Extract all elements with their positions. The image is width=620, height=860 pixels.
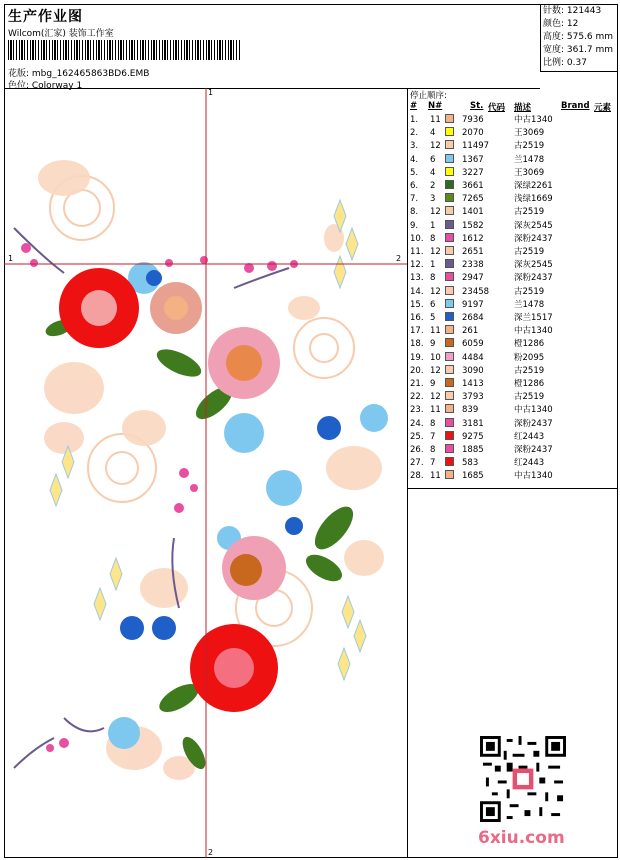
- row-description: 王3069: [514, 128, 545, 139]
- col-header-num: #: [410, 101, 418, 111]
- row-num: 6.: [410, 181, 419, 191]
- thread-color-swatch: [445, 299, 454, 308]
- row-stitches: 7265: [462, 194, 484, 205]
- row-stitches: 9197: [462, 299, 484, 310]
- stop-sequence-row: [408, 391, 618, 404]
- row-description: 古2519: [514, 141, 545, 152]
- thread-color-swatch: [445, 444, 454, 453]
- embroidery-design: [4, 88, 408, 858]
- thread-color-swatch: [445, 154, 454, 163]
- row-num: 9.: [410, 220, 419, 231]
- stop-sequence-row: [408, 444, 618, 457]
- thread-color-swatch: [445, 286, 454, 295]
- row-stitches: 3090: [462, 365, 484, 376]
- row-description: 兰1478: [514, 299, 545, 310]
- row-needle: 12: [430, 365, 441, 376]
- design-width: 宽度: 361.7 mm: [543, 45, 614, 55]
- row-stitches: 839: [462, 405, 479, 416]
- col-header-desc: 描述: [514, 103, 532, 113]
- row-description: 中古1340: [514, 405, 553, 416]
- thread-color-swatch: [445, 246, 454, 255]
- thread-color-swatch: [445, 404, 454, 413]
- stop-sequence-row: [408, 378, 618, 391]
- qr-code: [480, 736, 566, 822]
- row-stitches: 2070: [462, 128, 484, 139]
- row-stitches: 1413: [462, 379, 484, 389]
- col-header-brand: Brand: [561, 101, 590, 111]
- thread-color-swatch: [445, 233, 454, 242]
- axis-bottom-label: 2: [208, 848, 214, 857]
- row-stitches: 2338: [462, 260, 484, 271]
- row-needle: 6: [430, 299, 436, 310]
- row-description: 红2443: [514, 458, 545, 469]
- axis-right-label: 2: [396, 254, 402, 263]
- col-header-n: N#: [428, 101, 443, 111]
- row-num: 5.: [410, 167, 419, 178]
- stop-sequence-row: [408, 233, 618, 246]
- row-description: 橙1286: [514, 339, 545, 350]
- row-needle: 4: [430, 128, 436, 139]
- row-needle: 12: [430, 286, 441, 297]
- col-header-element: 元素: [594, 103, 612, 113]
- row-stitches: 1685: [462, 471, 484, 482]
- thread-color-swatch: [445, 378, 454, 387]
- row-needle: 8: [430, 445, 436, 455]
- row-stitches: 23458: [462, 286, 490, 297]
- row-stitches: 3227: [462, 167, 484, 178]
- stop-sequence-row: [408, 299, 618, 312]
- row-description: 中古1340: [514, 326, 553, 337]
- row-stitches: 583: [462, 458, 479, 469]
- row-stitches: 1885: [462, 445, 484, 455]
- row-needle: 9: [430, 339, 436, 350]
- row-stitches: 11497: [462, 141, 490, 152]
- thread-color-swatch: [445, 365, 454, 374]
- row-num: 26.: [410, 445, 424, 455]
- row-description: 古2519: [514, 365, 545, 376]
- row-stitches: 7936: [462, 115, 484, 125]
- row-needle: 6: [430, 154, 436, 165]
- row-description: 古2519: [514, 207, 545, 218]
- stop-sequence-row: [408, 352, 618, 365]
- color-count: 颜色: 12: [543, 19, 579, 29]
- subtitle: Wilcom(汇家) 装饰工作室: [8, 29, 114, 39]
- row-num: 3.: [410, 141, 419, 152]
- thread-color-swatch: [445, 431, 454, 440]
- thread-color-swatch: [445, 470, 454, 479]
- row-num: 8.: [410, 207, 419, 218]
- row-stitches: 261: [462, 326, 479, 337]
- row-stitches: 3181: [462, 418, 484, 429]
- row-needle: 8: [430, 233, 436, 244]
- row-needle: 5: [430, 313, 436, 323]
- thread-color-swatch: [445, 352, 454, 361]
- file-name: 花版: mbg_162465863BD6.EMB: [8, 69, 150, 79]
- thread-color-swatch: [445, 220, 454, 229]
- axis-top-label: 1: [208, 88, 214, 97]
- thread-color-swatch: [445, 180, 454, 189]
- col-header-st: St.: [470, 101, 484, 111]
- row-num: 10.: [410, 233, 424, 244]
- stop-sequence-row: [408, 220, 618, 233]
- row-needle: 12: [430, 247, 441, 257]
- row-stitches: 1367: [462, 154, 484, 165]
- stop-sequence-row: [408, 338, 618, 351]
- row-needle: 2: [430, 181, 436, 191]
- thread-color-swatch: [445, 114, 454, 123]
- row-num: 11.: [410, 247, 424, 257]
- stop-sequence-row: [408, 272, 618, 285]
- row-num: 16.: [410, 313, 424, 323]
- row-num: 28.: [410, 471, 424, 482]
- stop-sequence-row: [408, 167, 618, 180]
- row-description: 红2443: [514, 431, 545, 442]
- row-needle: 11: [430, 405, 441, 416]
- row-num: 22.: [410, 392, 424, 403]
- row-description: 深粉2437: [514, 418, 553, 429]
- row-stitches: 1612: [462, 233, 484, 244]
- watermark: 6xiu.com: [478, 828, 565, 848]
- stop-sequence-row: [408, 206, 618, 219]
- row-num: 27.: [410, 458, 424, 469]
- stop-sequence-row: [408, 127, 618, 140]
- thread-color-swatch: [445, 193, 454, 202]
- stop-sequence-row: [408, 286, 618, 299]
- row-description: 古2519: [514, 247, 545, 257]
- stop-sequence-row: [408, 457, 618, 470]
- row-stitches: 2947: [462, 273, 484, 284]
- design-preview: [4, 88, 408, 858]
- stats-box: [540, 4, 618, 72]
- col-header-code: 代码: [488, 103, 506, 113]
- row-num: 25.: [410, 431, 424, 442]
- row-description: 深绿2261: [514, 181, 553, 191]
- stop-sequence-row: [408, 193, 618, 206]
- row-description: 古2519: [514, 286, 545, 297]
- row-needle: 1: [430, 260, 436, 271]
- row-needle: 10: [430, 352, 441, 363]
- stitch-count: 针数: 121443: [543, 6, 602, 16]
- row-stitches: 3793: [462, 392, 484, 403]
- thread-color-swatch: [445, 140, 454, 149]
- row-description: 橙1286: [514, 379, 545, 389]
- row-stitches: 6059: [462, 339, 484, 350]
- stop-sequence-row: [408, 312, 618, 325]
- row-description: 深灰2545: [514, 220, 553, 231]
- row-num: 14.: [410, 286, 424, 297]
- row-description: 粉2095: [514, 352, 545, 363]
- thread-color-swatch: [445, 272, 454, 281]
- stop-sequence-label: 停止顺序:: [410, 91, 447, 101]
- row-description: 深粉2437: [514, 445, 553, 455]
- row-stitches: 9275: [462, 431, 484, 442]
- thread-color-swatch: [445, 127, 454, 136]
- stop-sequence-row: [408, 114, 618, 127]
- row-needle: 12: [430, 392, 441, 403]
- stop-sequence-row: [408, 431, 618, 444]
- header: [4, 4, 540, 89]
- row-stitches: 2651: [462, 247, 484, 257]
- thread-color-swatch: [445, 391, 454, 400]
- stop-sequence-row: [408, 154, 618, 167]
- stop-sequence-row: [408, 365, 618, 378]
- stop-sequence-panel: [408, 88, 618, 489]
- row-num: 7.: [410, 194, 419, 205]
- row-needle: 7: [430, 458, 436, 469]
- row-stitches: 1582: [462, 220, 484, 231]
- row-needle: 12: [430, 207, 441, 218]
- row-description: 浅绿1669: [514, 194, 553, 205]
- row-stitches: 1401: [462, 207, 484, 218]
- row-needle: 3: [430, 194, 436, 205]
- row-needle: 11: [430, 471, 441, 482]
- row-needle: 12: [430, 141, 441, 152]
- row-description: 中古1340: [514, 471, 553, 482]
- stop-sequence-row: [408, 180, 618, 193]
- row-needle: 9: [430, 379, 436, 389]
- row-num: 18.: [410, 339, 424, 350]
- thread-color-swatch: [445, 259, 454, 268]
- row-description: 王3069: [514, 167, 545, 178]
- row-num: 24.: [410, 418, 424, 429]
- stop-sequence-row: [408, 470, 618, 483]
- row-num: 17.: [410, 326, 424, 337]
- row-stitches: 4484: [462, 352, 484, 363]
- row-num: 19.: [410, 352, 424, 363]
- row-stitches: 3661: [462, 181, 484, 191]
- row-description: 深粉2437: [514, 233, 553, 244]
- row-needle: 8: [430, 273, 436, 284]
- design-scale: 比例: 0.37: [543, 58, 587, 68]
- row-num: 1.: [410, 115, 419, 125]
- row-description: 深灰2545: [514, 260, 553, 271]
- axis-left-label: 1: [8, 254, 14, 263]
- thread-color-swatch: [445, 206, 454, 215]
- row-num: 20.: [410, 365, 424, 376]
- stop-sequence-row: [408, 404, 618, 417]
- row-needle: 11: [430, 115, 441, 125]
- row-num: 23.: [410, 405, 424, 416]
- row-needle: 11: [430, 326, 441, 337]
- barcode: [8, 40, 240, 60]
- colorway: 色位: Colorway 1: [8, 81, 83, 91]
- page-title: 生产作业图: [8, 9, 83, 25]
- thread-color-swatch: [445, 418, 454, 427]
- stop-sequence-row: [408, 246, 618, 259]
- row-num: 4.: [410, 154, 419, 165]
- stop-sequence-row: [408, 418, 618, 431]
- thread-color-swatch: [445, 338, 454, 347]
- row-needle: 4: [430, 167, 436, 178]
- row-description: 深兰1517: [514, 313, 553, 323]
- row-num: 2.: [410, 128, 419, 139]
- row-num: 13.: [410, 273, 424, 284]
- design-height: 高度: 575.6 mm: [543, 32, 614, 42]
- row-description: 中古1340: [514, 115, 553, 125]
- thread-color-swatch: [445, 457, 454, 466]
- stop-sequence-row: [408, 325, 618, 338]
- row-description: 古2519: [514, 392, 545, 403]
- row-description: 兰1478: [514, 154, 545, 165]
- thread-color-swatch: [445, 325, 454, 334]
- row-num: 15.: [410, 299, 424, 310]
- row-stitches: 2684: [462, 313, 484, 323]
- thread-color-swatch: [445, 167, 454, 176]
- stop-sequence-row: [408, 259, 618, 272]
- row-needle: 1: [430, 220, 436, 231]
- row-needle: 7: [430, 431, 436, 442]
- row-num: 12.: [410, 260, 424, 271]
- thread-color-swatch: [445, 312, 454, 321]
- stop-sequence-row: [408, 140, 618, 153]
- row-description: 深粉2437: [514, 273, 553, 284]
- row-needle: 8: [430, 418, 436, 429]
- row-num: 21.: [410, 379, 424, 389]
